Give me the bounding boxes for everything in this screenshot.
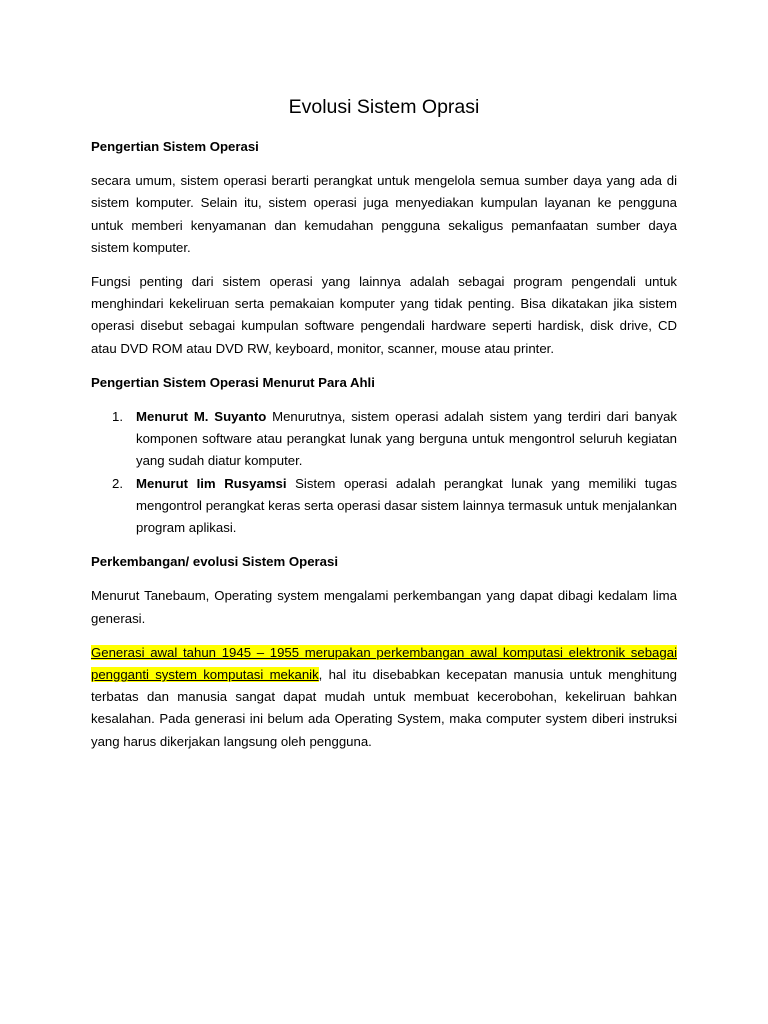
list-item-text: Sistem operasi adalah perangkat lunak yang memiliki tugas mengontrol perangkat keras serta operasi dasar sistem lainnya termasuk untuk menjalankan program aplikasi.: [136, 475, 677, 536]
paragraph-definition: secara umum, sistem operasi berarti perangkat untuk mengelola semua sumber daya yang ada di sistem komputer. Selain itu, sistem operasi juga menyediakan kumpulan layanan ke pengguna untuk memberi kenyamanan dan kemudahan pengguna sekaligus pemanfaatan sumber daya sistem komputer.: [91, 173, 677, 255]
section-heading-experts: Pengertian Sistem Operasi Menurut Para Ahli: [91, 374, 375, 390]
list-item-number: 1.: [112, 409, 123, 425]
list-item-text: Menurutnya, sistem operasi adalah sistem yang terdiri dari banyak komponen software atau perangkat lunak yang berguna untuk mengontrol seluruh kegiatan yang sudah diatur komputer.: [136, 409, 677, 469]
list-item-name: Menurut Iim Rusyamsi: [136, 475, 287, 491]
document-body: [91, 92, 677, 765]
list-item: [91, 406, 677, 473]
paragraph-tanebaum: Menurut Tanebaum, Operating system mengalami perkembangan yang dapat dibagi kedalam lima generasi.: [91, 588, 677, 626]
section-heading-definition: Pengertian Sistem Operasi: [91, 139, 259, 154]
list-item-name: Menurut M. Suyanto: [136, 409, 267, 425]
paragraph-text: , hal itu disebabkan kecepatan manusia untuk menghitung terbatas dan manusia sangat dapat mudah untuk membuat kecerobohan, kekeliruan bahkan kesalahan. Pada generasi ini belum ada Operating System, maka computer system diberi instruksi yang harus dikerjakan langsung oleh pengguna.: [91, 667, 677, 749]
paragraph-first-generation: [91, 642, 677, 753]
highlighted-text: Generasi awal tahun 1945 – 1955 merupakan perkembangan awal komputasi elektronik sebagai pengganti system komputasi mekanik: [91, 644, 677, 683]
section-heading-evolution: Perkembangan/ evolusi Sistem Operasi: [91, 554, 339, 570]
list-item-number: 2.: [112, 475, 123, 491]
list-item: [91, 473, 677, 540]
experts-list: [91, 406, 677, 539]
paragraph-function: Fungsi penting dari sistem operasi yang lainnya adalah sebagai program pengendali untuk menghindari kekeliruan serta pemakaian komputer yang tidak penting. Bisa dikatakan jika sistem operasi disebut sebagai kumpulan software pengendali hardware seperti hardisk, disk drive, CD atau DVD ROM atau DVD RW, keyboard, monitor, scanner, mouse atau printer.: [91, 274, 677, 356]
document-title: Evolusi Sistem Oprasi: [288, 96, 480, 118]
